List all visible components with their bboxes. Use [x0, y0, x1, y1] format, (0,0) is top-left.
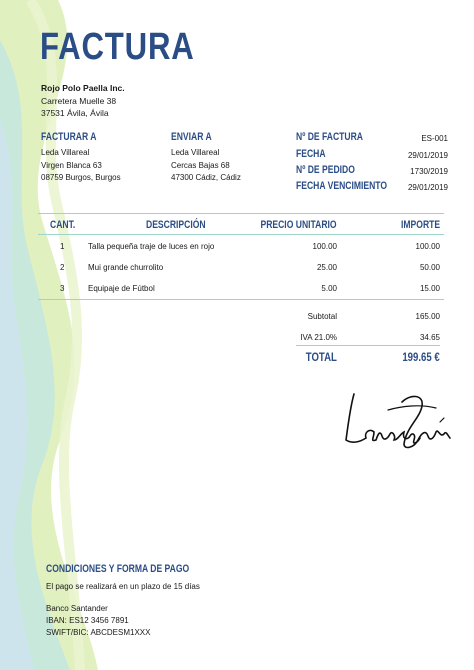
- signature-image: [340, 388, 452, 450]
- order-number-value: 1730/2019: [410, 167, 448, 176]
- invoice-number-label: Nº DE FACTURA: [296, 131, 364, 143]
- due-date-label: FECHA VENCIMIENTO: [296, 180, 388, 192]
- ship-to-heading: ENVIAR A: [171, 131, 212, 143]
- row-amount: 50.00: [419, 263, 440, 272]
- table-bottom-rule: [38, 299, 444, 300]
- ship-to-address-line2: 47300 Cádiz, Cádiz: [171, 173, 241, 182]
- bill-to-name: Leda Villareal: [41, 148, 90, 157]
- row-amount: 15.00: [419, 284, 440, 293]
- totals-rule: [296, 345, 440, 346]
- row-description: Equipaje de Fútbol: [88, 284, 155, 293]
- ship-to-address-line1: Cercas Bajas 68: [171, 160, 230, 170]
- bill-to-block: [41, 147, 121, 185]
- invoice-date-value: 29/01/2019: [407, 151, 448, 160]
- row-unit-price: 5.00: [321, 284, 337, 293]
- order-number-label: Nº DE PEDIDO: [296, 164, 355, 176]
- ship-to-block: [171, 147, 241, 185]
- tax-label: IVA 21.0%: [300, 333, 337, 342]
- col-header-unit-price: PRECIO UNITARIO: [260, 219, 337, 231]
- row-qty: 3: [60, 284, 65, 293]
- bill-to-address-line1: Virgen Blanca 63: [41, 160, 102, 170]
- total-value: 199.65 €: [402, 350, 440, 364]
- tax-value: 34.65: [419, 333, 440, 342]
- col-header-description: DESCRIPCIÓN: [146, 219, 206, 231]
- row-qty: 1: [60, 242, 65, 251]
- company-block: [41, 82, 125, 120]
- row-description: Mui grande churrolito: [88, 263, 164, 272]
- invoice-date-label: FECHA: [296, 148, 326, 160]
- row-unit-price: 25.00: [316, 263, 337, 272]
- bill-to-heading: FACTURAR A: [41, 131, 97, 143]
- invoice-title: FACTURA: [40, 26, 195, 68]
- company-name: Rojo Polo Paella Inc.: [41, 83, 125, 93]
- total-label: TOTAL: [305, 350, 337, 364]
- bank-swift: SWIFT/BIC: ABCDESM1XXX: [46, 628, 151, 637]
- bank-iban: IBAN: ES12 3456 7891: [46, 616, 129, 625]
- row-unit-price: 100.00: [312, 242, 337, 251]
- company-address-line2: 37531 Ávila, Ávila: [41, 108, 109, 118]
- subtotal-label: Subtotal: [307, 312, 337, 321]
- company-address-line1: Carretera Muelle 38: [41, 95, 117, 106]
- row-qty: 2: [60, 263, 65, 272]
- col-header-amount: IMPORTE: [400, 219, 440, 231]
- col-header-qty: CANT.: [50, 219, 76, 231]
- ship-to-name: Leda Villareal: [171, 148, 220, 157]
- invoice-number-value: ES-001: [421, 134, 448, 143]
- conditions-heading: CONDICIONES Y FORMA DE PAGO: [46, 563, 190, 575]
- subtotal-value: 165.00: [415, 312, 440, 321]
- bill-to-address-line2: 08759 Burgos, Burgos: [41, 173, 121, 182]
- row-description: Talla pequeña traje de luces en rojo: [88, 242, 215, 251]
- bank-name: Banco Santander: [46, 604, 108, 613]
- table-top-rule: [38, 213, 444, 214]
- due-date-value: 29/01/2019: [407, 183, 448, 192]
- table-header-rule: [38, 234, 444, 235]
- payment-terms: El pago se realizará en un plazo de 15 días: [46, 582, 200, 591]
- row-amount: 100.00: [415, 242, 440, 251]
